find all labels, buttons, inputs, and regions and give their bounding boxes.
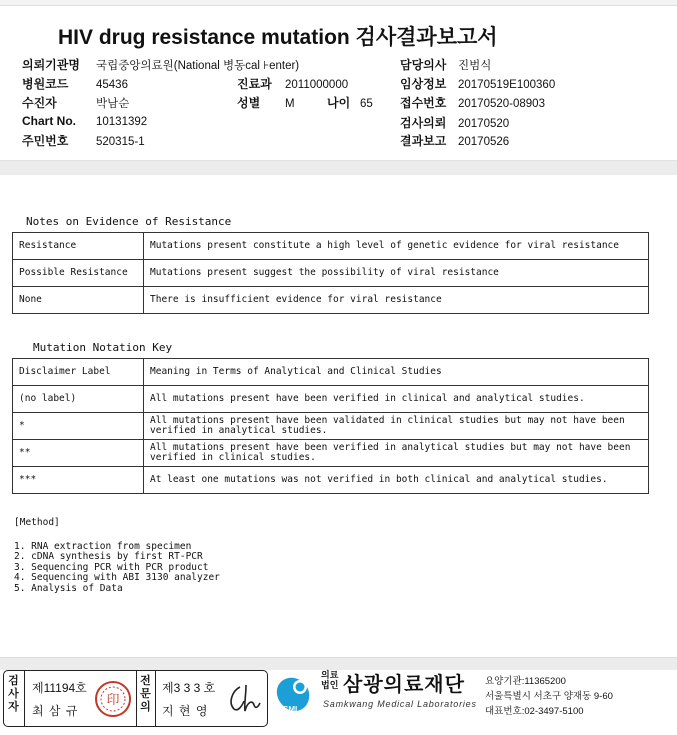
chart-no-field (22, 114, 147, 128)
brand-name: 삼광의료재단 (343, 674, 465, 696)
note-label: None (13, 287, 144, 314)
brand-corp-line: 의료 (321, 670, 339, 680)
hospital-code-value: 45436 (96, 79, 128, 91)
notation-key-table (12, 358, 649, 494)
report-title: HIV drug resistance mutation 검사결과보고서 (58, 26, 498, 49)
clinical-info-field (400, 75, 555, 92)
doctor-field (400, 56, 491, 73)
resident-no-label: 주민번호 (22, 134, 69, 148)
request-date-field (400, 114, 509, 131)
key-desc: All mutations present have been verified in analytical studies but may not have been verified in clinical studies. (144, 440, 649, 467)
key-label: * (13, 413, 144, 440)
resistance-notes-table (12, 232, 649, 314)
notation-key-title: Mutation Notation Key (33, 341, 173, 354)
specialist-name: 지 현 영 (162, 704, 209, 718)
report-date-value: 20170526 (458, 136, 510, 148)
table-row (13, 287, 649, 314)
age-label: 나이 (327, 96, 351, 110)
logo-text: SML (283, 705, 300, 714)
signature-box (3, 670, 268, 727)
receipt-no-value: 20170520-08903 (458, 98, 545, 110)
table-row (13, 386, 649, 413)
specialist-license: 제3 3 3 호 (162, 681, 216, 695)
table-row (13, 359, 649, 386)
receipt-no-field (400, 94, 545, 111)
department-label: 진료과 (237, 77, 272, 91)
table-row (13, 413, 649, 440)
resident-no-field (22, 132, 145, 149)
signature-divider (136, 671, 137, 726)
key-desc: All mutations present have been validated in clinical studies but may not have been verified in analytical studies. (144, 413, 649, 440)
institution-field (22, 56, 299, 73)
specialist-label: 전문의 (140, 675, 151, 713)
care-institution-code: 요양기관:11365200 (485, 676, 566, 687)
brand-english-name: Samkwang Medical Laboratories (323, 699, 477, 709)
key-desc: Meaning in Terms of Analytical and Clinical Studies (144, 359, 649, 386)
seal-text: 印 (106, 693, 120, 708)
request-date-label: 검사의뢰 (400, 116, 447, 130)
department-value: 2011000000 (285, 79, 349, 91)
method-step: 4. Sequencing with ABI 3130 analyzer (14, 572, 220, 583)
method-section (14, 518, 220, 594)
age-field (327, 94, 373, 111)
specialist-signature (224, 681, 264, 717)
signature-divider (24, 671, 25, 726)
chart-no-label: Chart No. (22, 114, 76, 128)
institution-label: 의뢰기관명 (22, 58, 80, 72)
note-desc: Mutations present suggest the possibility of viral resistance (144, 260, 649, 287)
method-step: 2. cDNA synthesis by first RT-PCR (14, 551, 203, 562)
sml-logo-icon (270, 672, 316, 720)
sex-field (237, 94, 295, 111)
examiner-name: 최 삼 규 (32, 704, 79, 718)
key-desc: At least one mutations was not verified in both clinical and analytical studies. (144, 467, 649, 494)
header-divider-band (0, 160, 677, 175)
request-date-value: 20170520 (458, 118, 510, 130)
brand-phone: 대표번호:02-3497-5100 (485, 706, 584, 717)
method-step: 1. RNA extraction from specimen (14, 540, 192, 552)
clinical-info-label: 임상정보 (400, 77, 447, 91)
examiner-seal-stamp (93, 679, 133, 719)
key-label: (no label) (13, 386, 144, 413)
patient-value: 박남순 (96, 98, 130, 110)
top-bar (0, 0, 677, 6)
key-label: *** (13, 467, 144, 494)
table-row (13, 233, 649, 260)
footer-divider-band (0, 657, 677, 670)
hospital-code-label: 병원코드 (22, 77, 69, 91)
key-label: Disclaimer Label (13, 359, 144, 386)
report-date-field (400, 132, 509, 149)
note-desc: There is insufficient evidence for viral resistance (144, 287, 649, 314)
age-value: 65 (360, 98, 373, 110)
institution-value: 국립중앙의료원(National 병동cal ⊦enter) (96, 60, 300, 72)
note-label: Resistance (13, 233, 144, 260)
patient-field (22, 94, 129, 111)
brand-corp-label (321, 670, 338, 690)
sex-label: 성별 (237, 96, 261, 110)
clinical-info-value: 20170519E100360 (458, 79, 556, 91)
department-field (237, 75, 348, 92)
resident-no-value: 520315-1 (96, 136, 145, 148)
brand-address: 서울특별시 서초구 양재동 9-60 (485, 691, 613, 702)
receipt-no-label: 접수번호 (400, 96, 447, 110)
note-desc: Mutations present constitute a high level of genetic evidence for viral resistance (144, 233, 649, 260)
brand-corp-line: 법인 (321, 680, 339, 690)
doctor-value: 진범식 (458, 60, 492, 72)
patient-label: 수진자 (22, 96, 57, 110)
table-row (13, 440, 649, 467)
note-label: Possible Resistance (13, 260, 144, 287)
hospital-code-field (22, 75, 128, 92)
resistance-notes-title: Notes on Evidence of Resistance (26, 215, 232, 228)
signature-divider (155, 671, 156, 726)
method-step: 5. Analysis of Data (14, 582, 123, 594)
method-heading: [Method] (14, 517, 60, 528)
key-desc: All mutations present have been verified in clinical and analytical studies. (144, 386, 649, 413)
report-date-label: 결과보고 (400, 134, 447, 148)
key-label: ** (13, 440, 144, 467)
examiner-license: 제11194호 (32, 681, 87, 695)
table-row (13, 467, 649, 494)
method-step: 3. Sequencing PCR with PCR product (14, 561, 209, 573)
doctor-label: 담당의사 (400, 58, 447, 72)
sex-value: M (285, 98, 295, 110)
examiner-label: 검사자 (8, 675, 19, 713)
chart-no-value: 10131392 (96, 116, 148, 128)
table-row (13, 260, 649, 287)
